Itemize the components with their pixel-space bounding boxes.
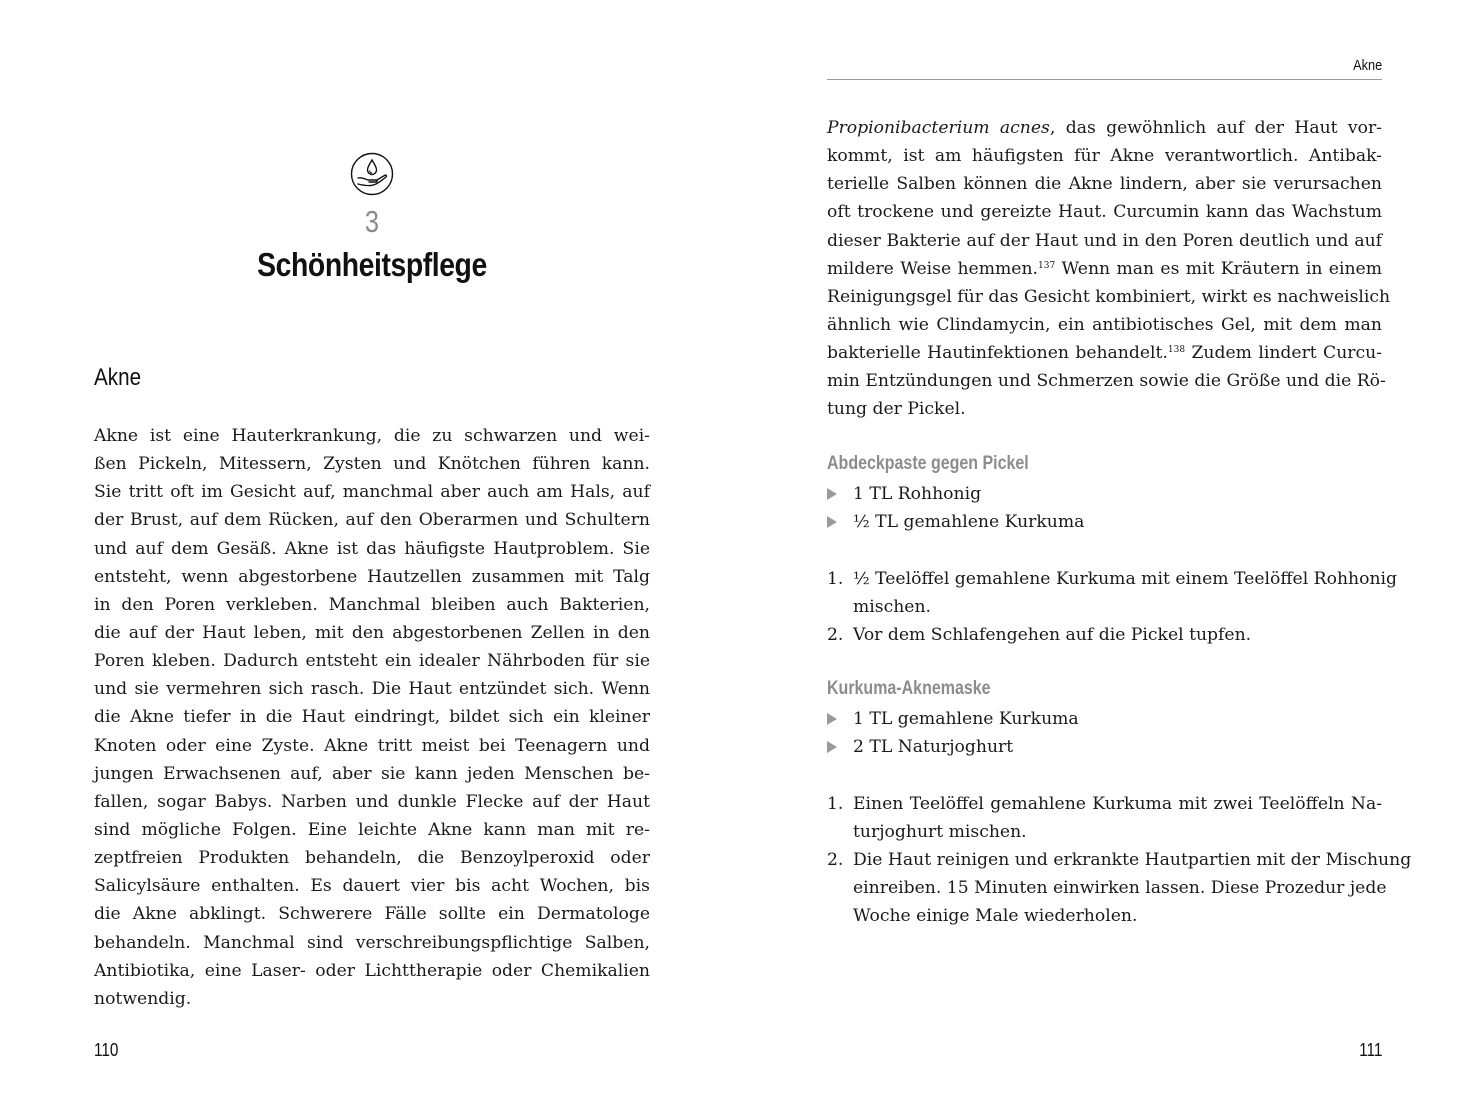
text-line: kommt, ist am häufigsten für Akne verantwortlich. Antibak-: [827, 146, 1382, 167]
ingredient-text: 1 TL gemahlene Kurkuma: [853, 709, 1079, 729]
text-line: Vor dem Schlafengehen auf die Pickel tupfen.: [853, 625, 1252, 645]
bullet-triangle-icon: [827, 741, 837, 753]
step-text: [853, 846, 1412, 930]
text-line: terielle Salben können die Akne lindern, aber sie verursachen: [827, 174, 1382, 195]
running-head: Akne: [1352, 57, 1382, 74]
step-text: [853, 565, 1398, 621]
ingredient-item: [827, 508, 1387, 536]
text-line: entsteht, wenn abgestorbene Hautzellen zusammen mit Talg: [94, 566, 650, 587]
text-line: die Akne abklingt. Schwerere Fälle sollte ein Dermatologe: [94, 904, 650, 925]
text-line: Reinigungsgel für das Gesicht kombiniert, wirkt es nachweislich: [827, 286, 1391, 307]
bullet-triangle-icon: [827, 713, 837, 725]
bullet-triangle-icon: [827, 516, 837, 528]
bullet-triangle-icon: [827, 488, 837, 500]
text-line: die auf der Haut leben, mit den abgestorbenen Zellen in den: [94, 622, 650, 643]
text-line: jungen Erwachsenen auf, aber sie kann jeden Menschen be-: [94, 763, 650, 784]
text-line: min Entzündungen und Schmerzen sowie die Größe und die Rö-: [827, 371, 1386, 392]
text-line: turjoghurt mischen.: [853, 822, 1027, 843]
text-line: und sie vermehren sich rasch. Die Haut entzündet sich. Wenn: [94, 679, 650, 700]
text-line: notwendig.: [94, 988, 192, 1009]
text-line: die Akne tiefer in die Haut eindringt, bildet sich ein kleiner: [94, 707, 650, 728]
text-line: [827, 339, 1382, 367]
text-line: zeptfreien Produkten behandeln, die Benzoylperoxid oder: [94, 848, 650, 869]
body-paragraph: [94, 422, 650, 1013]
chapter-title: Schönheitspflege: [257, 246, 487, 283]
step-text: [853, 621, 1382, 649]
footnote-ref: 138: [1167, 345, 1186, 356]
text-line: [827, 114, 1382, 142]
recipe-title: Abdeckpaste gegen Pickel: [827, 452, 1029, 474]
text-line: Salicylsäure enthalten. Es dauert vier bis acht Wochen, bis: [94, 876, 650, 897]
text-line: ähnlich wie Clindamycin, ein antibiotisches Gel, mit dem man: [827, 314, 1382, 335]
ingredient-text: 1 TL Rohhonig: [853, 484, 982, 504]
text-line: Die Haut reinigen und erkrankte Hautpartien mit der Mischung: [853, 850, 1412, 870]
step-number: 1.: [827, 794, 844, 814]
step-text: [853, 790, 1382, 846]
text-fragment: Wenn man es mit Kräutern in einem: [1055, 258, 1383, 279]
species-name: Propionibacterium acnes: [827, 118, 1050, 138]
text-line: ßen Pickeln, Mitessern, Zysten und Knötchen führen kann.: [94, 454, 650, 475]
step-number: 1.: [827, 569, 844, 589]
text-fragment: , das gewöhnlich auf der Haut vor-: [1049, 118, 1382, 138]
intro-paragraph: [827, 114, 1391, 424]
text-line: in den Poren verkleben. Manchmal bleiben auch Bakterien,: [94, 594, 650, 615]
text-line: Einen Teelöffel gemahlene Kurkuma mit zwei Teelöffeln Na-: [853, 794, 1382, 814]
text-line: Akne ist eine Hauterkrankung, die zu schwarzen und wei-: [94, 426, 650, 446]
page-number: 110: [94, 1040, 119, 1060]
recipe-title: Kurkuma-Aknemaske: [827, 677, 991, 699]
text-line: und auf dem Gesäß. Akne ist das häufigste Hautproblem. Sie: [94, 538, 650, 559]
text-line: dieser Bakterie auf der Haut und in den Poren deutlich und auf: [827, 230, 1382, 251]
text-line: tung der Pickel.: [827, 399, 966, 420]
ingredient-text: ½ TL gemahlene Kurkuma: [853, 512, 1085, 532]
right-page: [738, 0, 1476, 1104]
section-heading: Akne: [94, 364, 142, 391]
text-line: Poren kleben. Dadurch entsteht ein idealer Nährboden für sie: [94, 651, 650, 672]
step-number: 2.: [827, 850, 844, 870]
ingredient-item: [827, 733, 1387, 761]
text-fragment: Zudem lindert Curcu-: [1185, 343, 1382, 364]
footnote-ref: 137: [1038, 260, 1056, 271]
text-line: Woche einige Male wiederholen.: [853, 906, 1138, 927]
text-line: Sie tritt oft im Gesicht auf, manchmal aber auch am Hals, auf: [94, 482, 650, 503]
text-line: Knoten oder eine Zyste. Akne tritt meist bei Teenagern und: [94, 735, 650, 756]
step-number: 2.: [827, 625, 844, 645]
text-line: behandeln. Manchmal sind verschreibungspflichtige Salben,: [94, 932, 650, 953]
text-line: Antibiotika, eine Laser- oder Lichttherapie oder Chemikalien: [94, 960, 650, 981]
text-line: einreiben. 15 Minuten einwirken lassen. Diese Prozedur jede: [853, 878, 1387, 899]
ingredient-text: 2 TL Naturjoghurt: [853, 737, 1014, 757]
text-line: ½ Teelöffel gemahlene Kurkuma mit einem Teelöffel Rohhonig: [853, 569, 1398, 589]
text-line: mischen.: [853, 597, 932, 618]
text-fragment: bakterielle Hautinfektionen behandelt.: [827, 343, 1168, 364]
text-line: oft trockene und gereizte Haut. Curcumin kann das Wachstum: [827, 202, 1382, 223]
text-line: der Brust, auf dem Rücken, auf den Oberarmen und Schultern: [94, 510, 650, 531]
text-line: [827, 255, 1382, 283]
chapter-number: 3: [364, 204, 380, 239]
text-line: fallen, sogar Babys. Narben und dunkle Flecke auf der Haut: [94, 791, 650, 812]
page-number: 111: [1358, 1040, 1382, 1060]
text-fragment: mildere Weise hemmen.: [827, 258, 1039, 279]
ingredient-item: [827, 480, 1387, 508]
hand-with-drop-icon: [350, 152, 394, 196]
text-line: sind mögliche Folgen. Eine leichte Akne kann man mit re-: [94, 819, 650, 840]
header-rule: [827, 79, 1382, 80]
ingredient-item: [827, 705, 1387, 733]
